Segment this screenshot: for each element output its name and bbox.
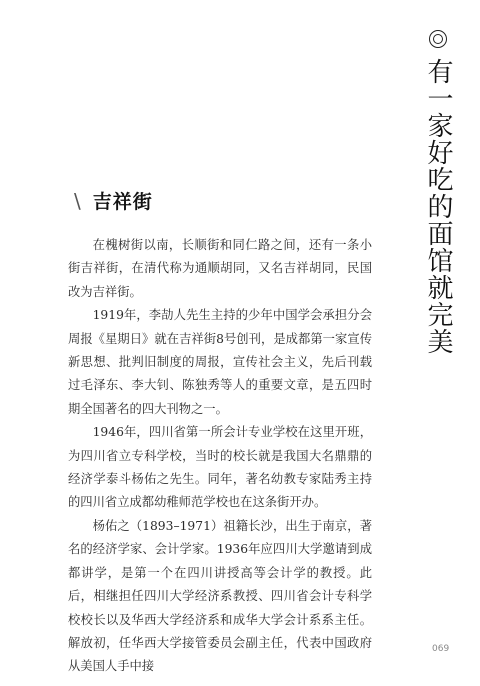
section-heading (74, 187, 153, 214)
body-text (68, 234, 372, 679)
page-number: 069 (432, 644, 450, 654)
section-title: 吉祥街 (92, 191, 153, 213)
section-marker: \ (74, 188, 81, 213)
chapter-title: 有一家好吃的面馆就完美 (423, 58, 453, 355)
double-circle-icon (429, 30, 447, 48)
chapter-heading (418, 30, 458, 355)
paragraph-2: 1919年，李劼人先生主持的少年中国学会承担分会周报《星期日》就在吉祥街8号创刊，是成都第一家宣传新思想、批判旧制度的周报，宣传社会主义，先后刊载过毛泽东、李大钊、陈独秀等人的重要文章，是五四时期全国著名的四大刊物之一。 (68, 308, 372, 416)
paragraph-3: 1946年，四川省第一所会计专业学校在这里开班，为四川省立专科学校，当时的校长就是我国大名鼎鼎的经济学泰斗杨佑之先生。同年，著名幼教专家陆秀主持的四川省立成都幼稚师范学校也在这条街开办。 (68, 425, 372, 510)
paragraph-4: 杨佑之（1893–1971）祖籍长沙，出生于南京，著名的经济学家、会计学家。1936年应四川大学邀请到成都讲学，是第一个在四川讲授高等会计学的教授。此后，相继担任四川大学经济系教授、四川省会计专科学校校长以及华西大学经济系和成华大学会计系系主任。解放初，任华西大学接管委员会副主任，代表中国政府从美国人手中接 (68, 518, 372, 674)
paragraph-1: 在槐树街以南，长顺街和同仁路之间，还有一条小街吉祥街，在清代称为通顺胡同，又名吉祥胡同，民国改为吉祥街。 (68, 238, 372, 299)
